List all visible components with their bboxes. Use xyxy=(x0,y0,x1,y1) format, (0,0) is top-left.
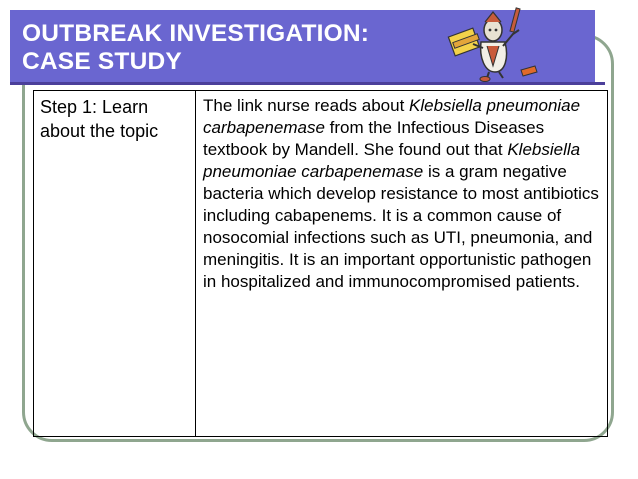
description-text-3: is a gram negative bacteria which develop resistance to most antibiotics including cabapenems. It is a common cause of nosocomial infections such as UTI, pneumonia, and meningitis. It is an important opportunistic pathogen in hospitalized and immunocompromised patients. xyxy=(203,162,599,291)
step-label-cell: Step 1: Learn about the topic xyxy=(34,91,196,437)
table-row xyxy=(34,91,608,437)
case-study-table xyxy=(33,90,608,437)
title-underline xyxy=(10,82,605,85)
slide-title: OUTBREAK INVESTIGATION: CASE STUDY xyxy=(22,20,370,75)
step-description-cell xyxy=(196,91,608,437)
scholar-character-with-books-icon xyxy=(443,0,543,82)
organism-name-italic-1: Klebsiella pneumoniae carbapenemase xyxy=(203,96,581,137)
description-text-1: The link nurse reads about xyxy=(203,96,410,115)
organism-name-italic-2: Klebsiella pneumoniae carbapenemase xyxy=(203,140,581,181)
description-text-2: from the Infectious Diseases textbook by Mandell. She found out that xyxy=(203,118,545,159)
